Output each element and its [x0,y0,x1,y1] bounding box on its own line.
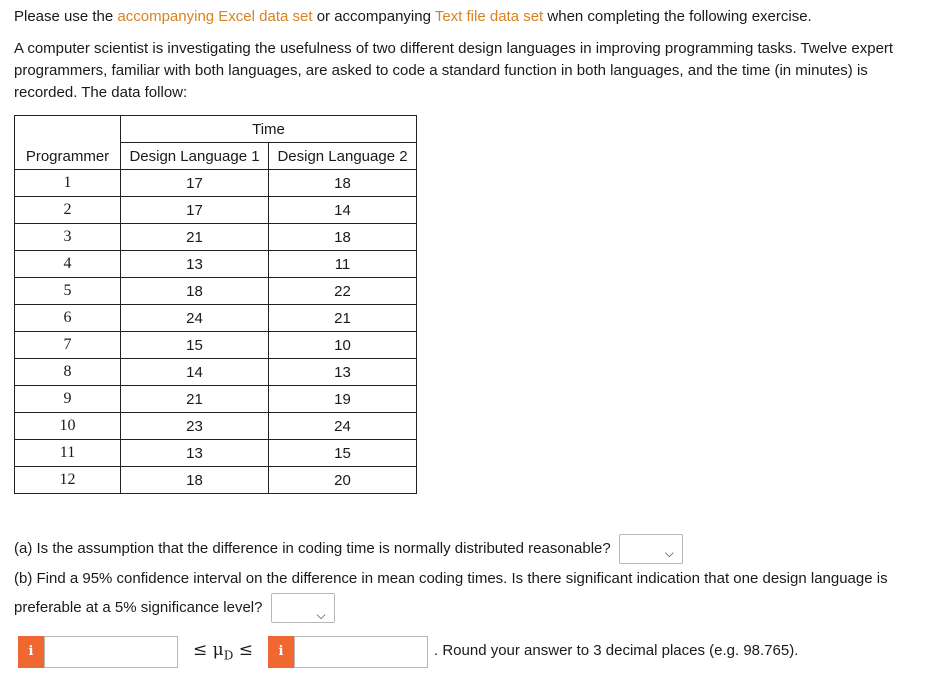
cell-design-language-2: 10 [269,332,417,359]
chevron-down-icon: ⌵ [664,546,674,560]
header-programmer: Programmer [15,116,121,170]
cell-programmer: 3 [15,224,121,251]
info-icon[interactable]: i [268,636,294,668]
table-row [15,359,417,386]
text-data-link[interactable]: Text file data set [434,8,544,25]
ci-upper-input[interactable] [294,636,428,668]
header-design-language-2: Design Language 2 [269,143,417,170]
significance-select[interactable] [271,593,335,623]
table-row [15,224,417,251]
table-row [15,413,417,440]
table-row [15,467,417,494]
instructions: Please use the accompanying Excel data set or accompanying Text file data set when completing the following exercise. [14,8,812,25]
cell-design-language-1: 13 [121,440,269,467]
cell-design-language-1: 24 [121,305,269,332]
table-row [15,278,417,305]
cell-design-language-1: 14 [121,359,269,386]
cell-design-language-1: 15 [121,332,269,359]
cell-programmer: 9 [15,386,121,413]
cell-programmer: 12 [15,467,121,494]
table-row [15,332,417,359]
problem-statement: A computer scientist is investigating the usefulness of two different design languages in improving programming tasks. Twelve expert programmers, familiar with both languages, are asked to code a standard function in both languages, and the time (in minutes) is recorded. The data follow: [14,40,894,101]
cell-design-language-2: 15 [269,440,417,467]
table-row [15,440,417,467]
cell-design-language-1: 18 [121,467,269,494]
cell-design-language-2: 11 [269,251,417,278]
table-row [15,197,417,224]
cell-design-language-2: 14 [269,197,417,224]
confidence-interval-row [18,636,918,668]
header-design-language-1: Design Language 1 [121,143,269,170]
cell-design-language-2: 24 [269,413,417,440]
header-time: Time [121,116,417,143]
table-row [15,305,417,332]
cell-design-language-1: 17 [121,170,269,197]
data-table [14,115,417,494]
cell-design-language-2: 13 [269,359,417,386]
normality-select[interactable] [619,534,683,564]
cell-design-language-1: 17 [121,197,269,224]
cell-design-language-1: 23 [121,413,269,440]
cell-programmer: 7 [15,332,121,359]
cell-design-language-1: 21 [121,224,269,251]
ci-inequality: ≤ $\mu_D$ ≤ [193,640,253,663]
rounding-instruction: . Round your answer to 3 decimal places (e.g. 98.765). [434,642,799,659]
cell-design-language-2: 20 [269,467,417,494]
table-row [15,170,417,197]
cell-design-language-2: 18 [269,170,417,197]
excel-data-link[interactable]: accompanying Excel data set [117,8,313,25]
cell-design-language-1: 18 [121,278,269,305]
info-icon[interactable]: i [18,636,44,668]
cell-design-language-2: 19 [269,386,417,413]
cell-programmer: 8 [15,359,121,386]
table-row [15,251,417,278]
cell-programmer: 5 [15,278,121,305]
cell-design-language-2: 18 [269,224,417,251]
question-a: (a) Is the assumption that the difference in coding time is normally distributed reasonable? ⌵ [14,534,683,564]
cell-programmer: 10 [15,413,121,440]
cell-programmer: 2 [15,197,121,224]
cell-design-language-1: 13 [121,251,269,278]
cell-programmer: 11 [15,440,121,467]
question-b: (b) Find a 95% confidence interval on the difference in mean coding times. Is there significant indication that one design language is preferable at a 5% significance level? ⌵ [14,565,924,623]
cell-programmer: 1 [15,170,121,197]
cell-design-language-2: 22 [269,278,417,305]
cell-design-language-2: 21 [269,305,417,332]
cell-design-language-1: 21 [121,386,269,413]
ci-lower-input[interactable] [44,636,178,668]
table-row [15,386,417,413]
cell-programmer: 4 [15,251,121,278]
chevron-down-icon: ⌵ [316,608,326,622]
cell-programmer: 6 [15,305,121,332]
